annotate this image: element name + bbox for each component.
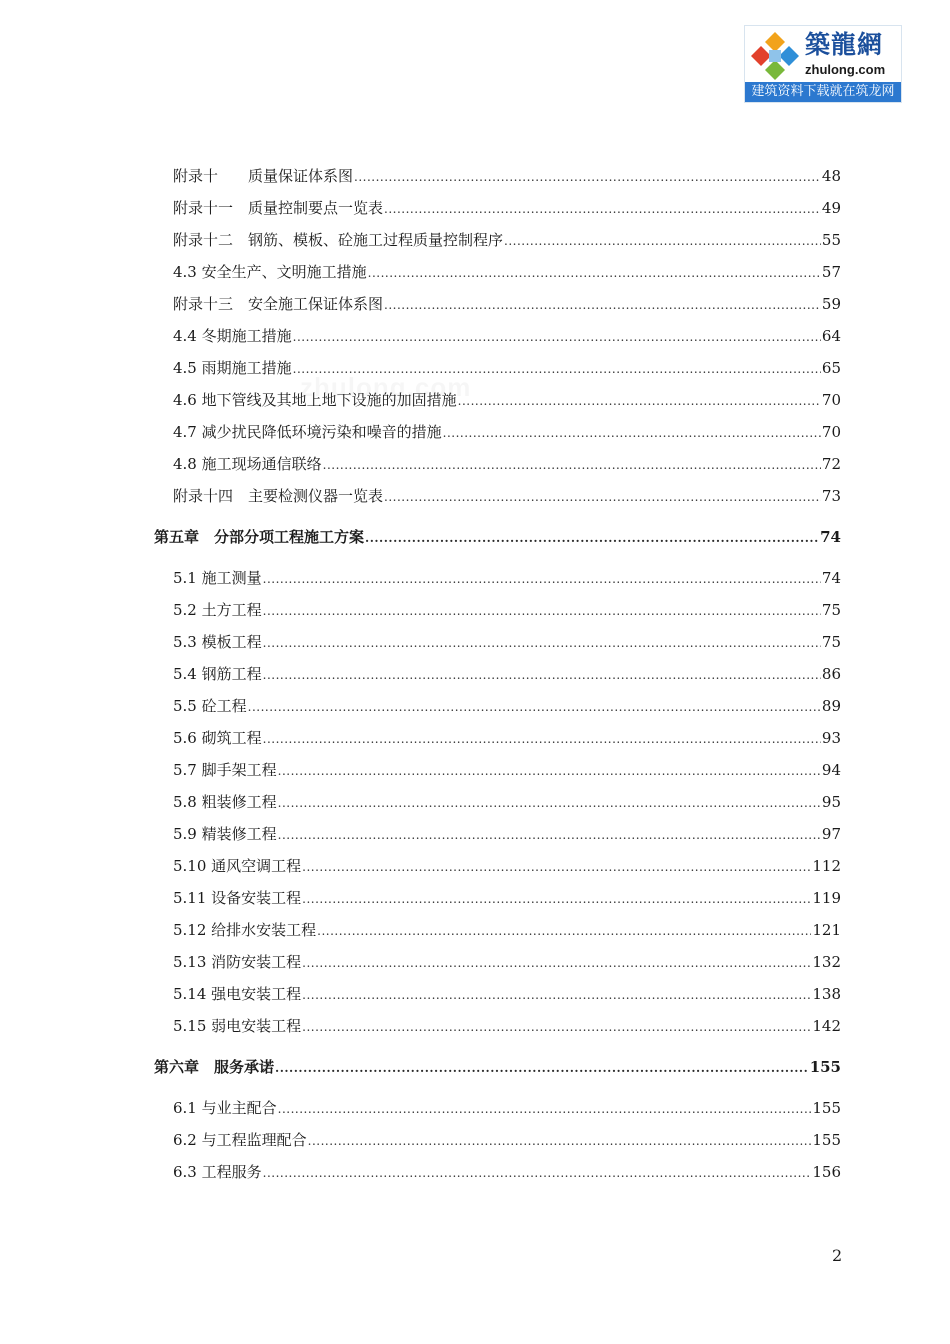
toc-entry[interactable] [173, 856, 841, 877]
toc-entry[interactable] [173, 728, 841, 749]
toc-entry-page: 75 [821, 601, 841, 619]
toc-leader-dots [317, 921, 811, 941]
toc-leader-dots [368, 263, 821, 283]
toc-entry-label: 5.10 通风空调工程 [173, 857, 302, 875]
pinwheel-logo-icon [747, 28, 803, 84]
toc-entry[interactable] [173, 390, 841, 411]
toc-entry-label: 5.3 模板工程 [173, 633, 262, 651]
toc-entry[interactable] [173, 888, 841, 909]
toc-leader-dots [263, 1163, 812, 1183]
toc-entry[interactable] [173, 824, 841, 845]
toc-entry-page: 59 [821, 295, 841, 313]
toc-entry-label: 附录十三 安全施工保证体系图 [173, 295, 384, 313]
toc-leader-dots [248, 697, 821, 717]
toc-entry[interactable] [173, 792, 841, 813]
toc-entry-page: 121 [812, 921, 841, 939]
toc-chapter-entry[interactable] [154, 527, 841, 548]
toc-leader-dots [293, 327, 821, 347]
toc-entry-label: 4.8 施工现场通信联络 [173, 455, 322, 473]
toc-leader-dots [302, 1017, 811, 1037]
toc-leader-dots [278, 825, 821, 845]
toc-entry-label: 6.2 与工程监理配合 [173, 1131, 307, 1149]
toc-leader-dots [278, 1099, 812, 1119]
toc-entry-page: 155 [809, 1058, 841, 1076]
toc-entry-label: 4.5 雨期施工措施 [173, 359, 292, 377]
toc-entry-page: 93 [821, 729, 841, 747]
toc-entry-label: 附录十二 钢筋、模板、砼施工过程质量控制程序 [173, 231, 504, 249]
page-number: 2 [832, 1246, 843, 1265]
toc-entry[interactable] [173, 486, 841, 507]
toc-entry-page: 74 [821, 569, 841, 587]
toc-leader-dots [278, 761, 821, 781]
toc-entry-page: 156 [812, 1163, 841, 1181]
toc-entry-label: 4.7 减少扰民降低环境污染和噪音的措施 [173, 423, 442, 441]
toc-leader-dots [443, 423, 821, 443]
toc-entry-page: 55 [821, 231, 841, 249]
toc-entry-label: 第六章 服务承诺 [154, 1058, 275, 1076]
zhulong-logo [744, 25, 902, 103]
toc-entry[interactable] [173, 568, 841, 589]
toc-entry-label: 5.2 土方工程 [173, 601, 262, 619]
toc-leader-dots [302, 985, 811, 1005]
toc-entry[interactable] [173, 760, 841, 781]
toc-leader-dots [504, 231, 821, 251]
toc-leader-dots [365, 528, 819, 548]
toc-entry[interactable] [173, 920, 841, 941]
toc-entry-page: 119 [812, 889, 841, 907]
toc-entry-page: 57 [821, 263, 841, 281]
toc-leader-dots [263, 665, 821, 685]
toc-entry[interactable] [173, 1098, 841, 1119]
toc-leader-dots [263, 569, 821, 589]
toc-entry-page: 138 [812, 985, 841, 1003]
toc-chapter-entry[interactable] [154, 1057, 841, 1078]
toc-entry-page: 70 [821, 423, 841, 441]
toc-leader-dots [384, 295, 821, 315]
toc-entry-label: 第五章 分部分项工程施工方案 [154, 528, 365, 546]
toc-leader-dots [263, 633, 821, 653]
toc-entry-label: 附录十一 质量控制要点一览表 [173, 199, 384, 217]
toc-entry[interactable] [173, 422, 841, 443]
toc-entry[interactable] [173, 326, 841, 347]
toc-entry[interactable] [173, 664, 841, 685]
toc-entry-label: 5.7 脚手架工程 [173, 761, 277, 779]
toc-entry-label: 5.6 砌筑工程 [173, 729, 262, 747]
toc-leader-dots [308, 1131, 812, 1151]
toc-entry-page: 142 [812, 1017, 841, 1035]
toc-entry[interactable] [173, 1130, 841, 1151]
toc-entry-page: 89 [821, 697, 841, 715]
toc-leader-dots [354, 167, 821, 187]
toc-entry[interactable] [173, 454, 841, 475]
toc-leader-dots [384, 199, 821, 219]
toc-entry[interactable] [173, 230, 841, 251]
toc-entry-page: 97 [821, 825, 841, 843]
toc-entry-label: 附录十四 主要检测仪器一览表 [173, 487, 384, 505]
toc-entry-page: 155 [812, 1099, 841, 1117]
toc-entry-page: 155 [812, 1131, 841, 1149]
toc-entry-label: 5.8 粗装修工程 [173, 793, 277, 811]
toc-leader-dots [263, 729, 821, 749]
toc-leader-dots [323, 455, 821, 475]
toc-entry-label: 4.4 冬期施工措施 [173, 327, 292, 345]
toc-leader-dots [302, 889, 811, 909]
toc-entry[interactable] [173, 696, 841, 717]
toc-entry[interactable] [173, 1016, 841, 1037]
toc-leader-dots [293, 359, 821, 379]
toc-entry-label: 6.3 工程服务 [173, 1163, 262, 1181]
toc-entry-label: 5.4 钢筋工程 [173, 665, 262, 683]
toc-entry-page: 86 [821, 665, 841, 683]
toc-entry-page: 72 [821, 455, 841, 473]
logo-domain: zhulong.com [805, 62, 886, 77]
toc-entry-label: 5.11 设备安装工程 [173, 889, 302, 907]
toc-entry-page: 95 [821, 793, 841, 811]
toc-leader-dots [275, 1058, 809, 1078]
toc-leader-dots [263, 601, 821, 621]
toc-entry-label: 5.5 砼工程 [173, 697, 247, 715]
toc-leader-dots [302, 953, 811, 973]
toc-entry-page: 73 [821, 487, 841, 505]
toc-entry-label: 6.1 与业主配合 [173, 1099, 277, 1117]
toc-entry-page: 48 [821, 167, 841, 185]
toc-entry-page: 94 [821, 761, 841, 779]
toc-entry[interactable] [173, 198, 841, 219]
toc-entry[interactable] [173, 984, 841, 1005]
toc-entry-label: 5.15 弱电安装工程 [173, 1017, 302, 1035]
logo-slogan: 建筑资料下载就在筑龙网 [745, 82, 901, 102]
toc-entry-label: 4.3 安全生产、文明施工措施 [173, 263, 367, 281]
toc-leader-dots [278, 793, 821, 813]
toc-entry-label: 附录十 质量保证体系图 [173, 167, 354, 185]
toc-entry-page: 70 [821, 391, 841, 409]
toc-entry-label: 5.9 精装修工程 [173, 825, 277, 843]
toc-entry[interactable] [173, 294, 841, 315]
toc-entry-page: 49 [821, 199, 841, 217]
toc-entry-label: 5.12 给排水安装工程 [173, 921, 317, 939]
toc-leader-dots [384, 487, 821, 507]
toc-entry-page: 65 [821, 359, 841, 377]
toc-entry-page: 112 [812, 857, 841, 875]
toc-entry-page: 74 [820, 528, 841, 546]
toc-entry[interactable] [173, 632, 841, 653]
toc-entry-page: 75 [821, 633, 841, 651]
logo-chinese-name: 築龍網 [805, 30, 884, 59]
toc-entry-label: 5.14 强电安装工程 [173, 985, 302, 1003]
toc-entry-page: 132 [812, 953, 841, 971]
toc-entry[interactable] [173, 1162, 841, 1183]
toc-entry[interactable] [173, 358, 841, 379]
toc-entry-label: 5.13 消防安装工程 [173, 953, 302, 971]
toc-entry-label: 4.6 地下管线及其地上地下设施的加固措施 [173, 391, 457, 409]
toc-entry[interactable] [173, 600, 841, 621]
toc-leader-dots [458, 391, 821, 411]
toc-entry-page: 64 [821, 327, 841, 345]
toc-entry[interactable] [173, 166, 841, 187]
toc-entry[interactable] [173, 262, 841, 283]
toc-entry[interactable] [173, 952, 841, 973]
toc-leader-dots [302, 857, 811, 877]
toc-entry-label: 5.1 施工测量 [173, 569, 262, 587]
